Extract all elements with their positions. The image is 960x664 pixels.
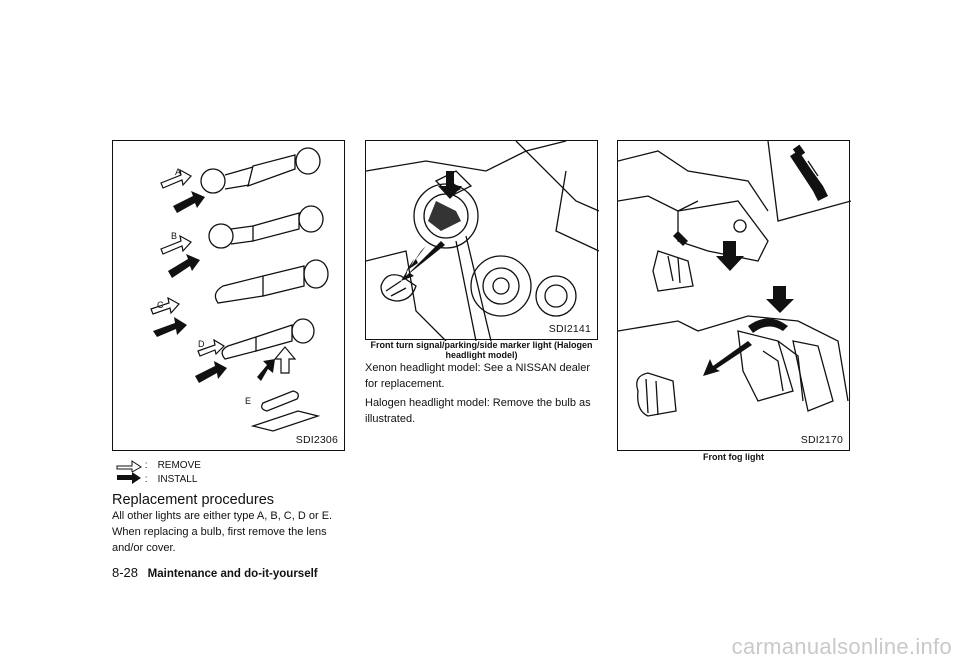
paragraph-line: illustrated.: [365, 413, 416, 425]
bulb-label-b: B: [171, 231, 178, 241]
figure-code: SDI2141: [548, 323, 591, 335]
caption-line: headlight model): [445, 350, 518, 360]
halogen-paragraph: [365, 395, 600, 427]
paragraph-line: and/or cover.: [112, 542, 176, 554]
section-paragraph: [112, 508, 347, 556]
paragraph-line: Halogen headlight model: Remove the bulb as: [365, 397, 591, 409]
legend-remove: : REMOVE: [116, 458, 201, 472]
page-number: 8-28: [112, 565, 139, 580]
front-turn-signal-illustration: [366, 141, 599, 341]
front-fog-light-illustration: [618, 141, 851, 452]
legend-remove-label: REMOVE: [157, 459, 201, 471]
bulb-types-figure: [112, 140, 345, 451]
front-turn-signal-figure: [365, 140, 598, 340]
paragraph-line: All other lights are either type A, B, C, D or E.: [112, 510, 333, 522]
footer-section-title: Maintenance and do-it-yourself: [147, 568, 318, 580]
figure-code: SDI2170: [800, 434, 843, 446]
front-fog-light-figure: [617, 140, 850, 451]
legend-install-label: INSTALL: [157, 473, 198, 485]
paragraph-line: When replacing a bulb, first remove the lens: [112, 526, 327, 538]
bulb-label-e: E: [245, 396, 252, 406]
caption-line: Front turn signal/parking/side marker light (Halogen: [370, 340, 593, 350]
remove-arrow-icon: [116, 458, 142, 472]
bulb-label-a: A: [175, 167, 182, 177]
install-arrow-icon: [116, 472, 142, 486]
paragraph-line: for replacement.: [365, 378, 445, 390]
bulb-label-d: D: [198, 339, 205, 349]
section-heading: Replacement procedures: [112, 492, 275, 508]
legend-install: : INSTALL: [116, 472, 197, 486]
figure-code: SDI2306: [295, 434, 338, 446]
xenon-paragraph: [365, 360, 600, 392]
bulb-types-illustration: [113, 141, 346, 452]
page-footer: [112, 565, 318, 580]
bulb-label-c: C: [157, 300, 164, 310]
front-fog-light-caption: Front fog light: [703, 452, 764, 462]
front-turn-signal-caption: [365, 340, 598, 360]
watermark: carmanualsonline.info: [731, 634, 952, 659]
paragraph-line: Xenon headlight model: See a NISSAN dealer: [365, 362, 591, 374]
